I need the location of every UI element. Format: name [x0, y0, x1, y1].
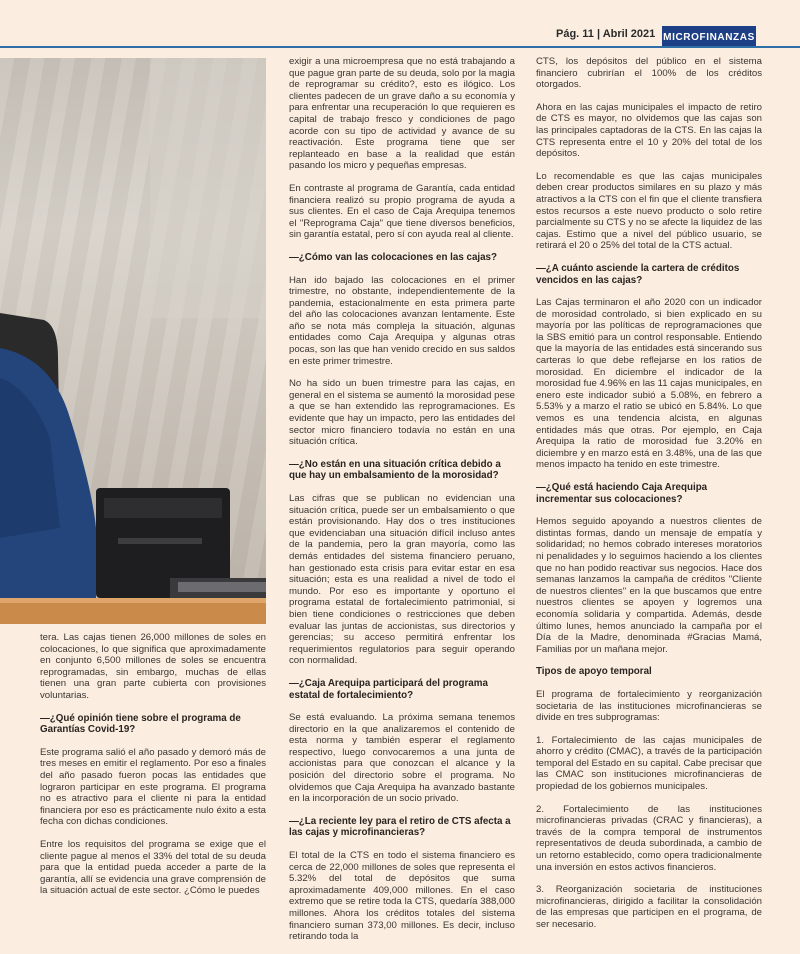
- paragraph: En contraste al programa de Garantía, cada entidad financiera realizó su propio programa de ayuda a sus clientes. En el caso de Caja Arequipa tenemos el "Reprograma Caja" que tiene diversos beneficios, sin garantía estatal, pero sí con ayuda real al cliente.: [289, 182, 515, 241]
- question-heading: —¿A cuánto asciende la cartera de créditos vencidos en las cajas?: [536, 262, 740, 286]
- paragraph: Ahora en las cajas municipales el impacto de retiro de CTS es mayor, no olvidemos que las cajas son las principales captadoras de la CTS. En las cajas la CTS representa entre el 10 y 20% del total de los depósitos.: [536, 101, 762, 160]
- question-heading: —¿Qué está haciendo Caja Arequipa incrementar sus colocaciones?: [536, 482, 708, 505]
- paragraph: Lo recomendable es que las cajas municipales deben crear productos similares en su plazo y más atractivos a la CTS con el fin que el cliente transfiera estos recursos a este nuevo producto o solo retire parcialmente su CTS y no se afecte la liquidez de las cajas. Estimo que a nivel del público usuario, se retirará el 20 o 25% del total de la CTS actual.: [536, 170, 762, 252]
- photo-interview-icon: [0, 58, 266, 624]
- question-heading: —¿La reciente ley para el retiro de CTS afecta a las cajas y microfinancieras?: [289, 815, 511, 839]
- paragraph: No ha sido un buen trimestre para las cajas, en general en el sistema se aumentó la morosidad pese a que se han extendido las reprogramaciones. Es evidente que hay un impacto, pero las entidades del sector micro financiero todavía no están en una situación crítica.: [289, 378, 515, 448]
- paragraph: CTS, los depósitos del público en el sistema financiero cubrirían el 100% de los créditos otorgados.: [536, 56, 762, 91]
- article-column-3: [536, 56, 762, 942]
- article-column-1: [40, 632, 266, 908]
- question-heading: —¿Cómo van las colocaciones en las cajas?: [289, 251, 497, 263]
- page-header: [0, 24, 800, 50]
- paragraph: 1. Fortalecimiento de las cajas municipales de ahorro y crédito (CMAC), a través de la participación temporal del Estado en su capital. Cabe precisar que las CMAC son instituciones microfinancieras de propiedad de los gobiernos municipales.: [536, 734, 762, 793]
- paragraph: exigir a una microempresa que no está trabajando a que pague gran parte de su deuda, solo por la magia de reprogramar su crédito?, esto es ilógico. Los clientes padecen de un grave daño a su economía y para enfrentar una recuperación lo que requieren es capital de trabajo fresco y condiciones de pago acorde con su tipo de actividad y avance de su reactivación. Este programa tiene que ser replanteado en base a la realidad que están pasando los micro y pequeñas empresas.: [289, 56, 515, 172]
- paragraph: 2. Fortalecimiento de las instituciones microfinancieras privadas (CRAC y financieras), a través de la compra temporal de instrumentos representativos de deuda subordinada, a cambio de un retorno establecido, como opera tradicionalmente una inversión en estos activos financieros.: [536, 803, 762, 873]
- paragraph: Han ido bajado las colocaciones en el primer trimestre, no obstante, independientemente de la pandemia, estacionalmente en esta primera parte del año las colocaciones avanzan lentamente. Este año se nota más compleja la situación, algunas entidades como Caja Arequipa y algunas otras pocas, son las que han venido crecido en sus saldos en este primer trimestre.: [289, 274, 515, 367]
- page-number: Pág. 11 | Abril 2021: [556, 28, 656, 40]
- paragraph: Hemos seguido apoyando a nuestros clientes de distintas formas, dando un mensaje de empatía y solidaridad; no hemos cobrado intereses moratorios ni penalidades y lo seguimos haciendo a los clientes que no han podido reactivar sus negocios. Hace dos semanas lanzamos la campaña de créditos "Cliente de nuestros clientes" en la que buscamos que entre nuestros clientes se apoyen y logremos una economía solidaria y compartida. Además, desde último lunes, hemos anunciado la campaña por el Día de la Madre, denominada #Gracias Mamá, Familias por un mañana mejor.: [536, 516, 762, 655]
- article-column-2: [289, 56, 515, 954]
- paragraph: Las Cajas terminaron el año 2020 con un indicador de morosidad controlado, si bien explicado en su mayoría por las políticas de reprogramaciones que la SBS emitió para un control responsable. Entiendo que la mayoría de las entidades está sincerando sus carteras lo que debe reflejarse en los ratios de morosidad. En diciembre el indicador de la morosidad fue 4.96% en las 11 cajas municipales, en enero este indicador subió a 5.08%, en febrero a 5.53% y a marzo el ratio se ubicó en 5.84%. Lo que vemos es una tendencia alcista, en algunas entidades más que otras. Por ejemplo, en Caja Arequipa la ratio de morosidad fue 3.20% en diciembre y en marzo está en 3.48%, una de las que menos impacto ha tenido en este trimestre.: [536, 297, 762, 471]
- paragraph: Las cifras que se publican no evidencian una situación crítica, puede ser un embalsamiento o que están provisionando. Hay dos o tres instituciones que evidenciaban una situación difícil incluso antes de la pandemia, pero la gran mayoría, como las demás entidades del sistema financiero peruano, han gestionado esta crisis para evitar estar en esa situación; esta es una realidad a nivel de todo el mundo. Por eso es importante y oportuno el programa estatal de fortalecimiento patrimonial, si bien tiene condiciones o restricciones que deben evaluar las juntas de accionistas, sus directorios y gerencias; su acceso permitirá enfrentar los requerimientos regulatorios para seguir operando con normalidad.: [289, 493, 515, 667]
- section-heading: Tipos de apoyo temporal: [536, 666, 652, 678]
- paragraph: Este programa salió el año pasado y demoró más de tres meses en emitir el reglamento. Por eso a finales del año pasado fueron pocas las entidades que lograron participar en este programa. El programa no es atractivo para el cliente ni para la entidad financiera por eso es prácticamente nulo éxito a esta fecha con dichas condiciones.: [40, 746, 266, 828]
- paragraph: El programa de fortalecimiento y reorganización societaria de las instituciones microfinancieras se divide en tres subprogramas:: [536, 688, 762, 724]
- paragraph: Se está evaluando. La próxima semana tenemos directorio en la que analizaremos el contenido de esta norma y también esperar el reglamento respectivo, luego convocaremos a una junta de accionistas para que conozcan el alcance y la posición del directorio sobre el programa. No olvidemos que Caja Arequipa ha avanzado bastante en la incorporación de un socio privado.: [289, 712, 515, 805]
- paragraph: 3. Reorganización societaria de instituciones microfinancieras, dirigido a facilitar la consolidación de las empresas que participen en el programa, de ser necesario.: [536, 884, 762, 930]
- interview-photo: [0, 58, 266, 624]
- paragraph: El total de la CTS en todo el sistema financiero es cerca de 22,000 millones de soles que representa el 5.32% del total de depósitos que suma aproximadamente 409,000 millones. En el caso extremo que se retire toda la CTS, quedaría 388,000 millones. Ahora los créditos totales del sistema financiero suman 373,00 millones. Es decir, incluso retirando toda la: [289, 850, 515, 943]
- question-heading: —¿Caja Arequipa participará del programa estatal de fortalecimiento?: [289, 677, 488, 701]
- question-heading: —¿No están en una situación crítica debido a que hay un embalsamiento de la morosidad?: [289, 458, 501, 482]
- paragraph: tera. Las cajas tienen 26,000 millones de soles en colocaciones, lo que significa que aproximadamente en conjunto 6,500 millones de soles se encuentra reprogramadas, sin embargo, muchas de ellas tienen una gran parte cubierta con provisiones voluntarias.: [40, 632, 266, 701]
- paragraph: Entre los requisitos del programa se exige que el cliente pague al menos el 33% del total de su deuda para que la entidad pueda acceder a parte de la garantía, allí se evidencia una grave comprensión de la situación actual de este sector. ¿Cómo le puedes: [40, 838, 266, 897]
- magazine-logo: MICROFINANZAS: [662, 26, 756, 48]
- question-heading: —¿Qué opinión tiene sobre el programa de Garantías Covid-19?: [40, 712, 241, 736]
- header-rule: [0, 46, 800, 48]
